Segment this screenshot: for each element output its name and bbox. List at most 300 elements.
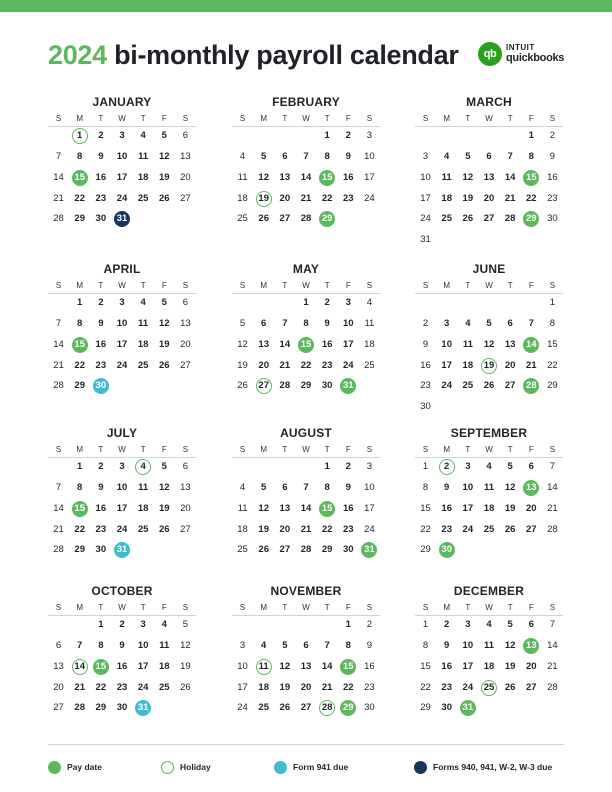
day-number: 20 (483, 192, 495, 204)
day-number: 21 (53, 359, 64, 371)
day-cell (111, 148, 132, 169)
month-june (415, 261, 563, 418)
day-number: 10 (441, 338, 452, 350)
day-cell (415, 356, 436, 377)
day-number: 8 (77, 318, 83, 330)
day-number: 25 (483, 523, 495, 535)
day-cell (500, 499, 521, 520)
day-number: 4 (486, 461, 492, 473)
day-number: 24 (116, 523, 128, 535)
day-number: 11 (256, 659, 272, 675)
day-cell (154, 499, 175, 520)
weekday-header: S (48, 279, 69, 294)
weekday-header: T (457, 279, 478, 294)
day-number: 14 (547, 482, 558, 494)
empty-cell (232, 127, 253, 148)
day-number: 8 (77, 151, 83, 163)
day-cell (478, 637, 499, 658)
day-number: 9 (98, 151, 104, 163)
day-number: 31 (361, 542, 377, 558)
day-number: 7 (549, 461, 556, 473)
day-cell (478, 148, 499, 169)
day-number: 16 (95, 502, 107, 514)
day-number: 17 (116, 171, 128, 183)
day-number: 7 (55, 318, 62, 330)
day-cell (500, 210, 521, 231)
day-number: 13 (180, 318, 191, 330)
day-number: 1 (324, 461, 330, 473)
day-number: 24 (462, 681, 474, 693)
day-cell (90, 335, 111, 356)
day-number: 22 (342, 681, 354, 693)
empty-cell (48, 616, 69, 637)
day-cell (500, 616, 521, 637)
day-number: 2 (119, 619, 125, 631)
month-april (48, 261, 196, 397)
day-cell (415, 168, 436, 189)
day-number: 19 (158, 338, 170, 350)
day-cell (69, 189, 90, 210)
day-cell (436, 315, 457, 336)
holiday-day (69, 127, 90, 148)
forms-all-swatch-icon (414, 761, 427, 774)
day-cell (111, 335, 132, 356)
day-number: 14 (321, 660, 333, 672)
day-number: 19 (504, 502, 516, 514)
day-number: 5 (261, 482, 267, 494)
day-cell (133, 479, 154, 500)
day-number: 29 (321, 544, 333, 556)
day-number: 23 (547, 192, 558, 204)
day-cell (436, 356, 457, 377)
month-day-grid (48, 279, 196, 397)
empty-cell (500, 127, 521, 148)
day-cell (338, 168, 359, 189)
day-cell (415, 335, 436, 356)
day-number: 30 (321, 380, 333, 392)
month-september (415, 425, 563, 561)
day-number: 4 (239, 482, 246, 494)
day-cell (154, 657, 175, 678)
day-number: 3 (119, 130, 125, 142)
day-cell (232, 335, 253, 356)
day-cell (274, 699, 295, 720)
empty-cell (415, 294, 436, 315)
day-cell (436, 637, 457, 658)
day-number: 8 (98, 640, 104, 652)
day-number: 1 (324, 130, 330, 142)
day-number: 3 (119, 461, 125, 473)
day-number: 15 (298, 337, 314, 353)
day-cell (542, 637, 563, 658)
day-cell (457, 678, 478, 699)
day-cell (295, 315, 316, 336)
day-number: 16 (95, 338, 107, 350)
form-941-due-day (133, 699, 154, 720)
day-number: 29 (420, 544, 431, 556)
day-number: 1 (77, 461, 83, 473)
holiday-day (69, 657, 90, 678)
day-number: 14 (523, 337, 539, 353)
day-number: 6 (528, 461, 534, 473)
day-cell (415, 657, 436, 678)
day-number: 9 (444, 482, 450, 494)
day-cell (90, 479, 111, 500)
day-cell (338, 294, 359, 315)
day-number: 4 (140, 130, 146, 142)
day-number: 13 (180, 151, 191, 163)
day-number: 4 (239, 151, 246, 163)
pay-date-day (338, 657, 359, 678)
weekday-header: T (457, 601, 478, 616)
day-cell (478, 377, 499, 398)
weekday-header: M (69, 443, 90, 458)
month-name: APRIL (103, 262, 141, 276)
empty-cell (232, 294, 253, 315)
day-number: 13 (180, 482, 191, 494)
day-cell (542, 520, 563, 541)
day-number: 31 (114, 542, 130, 558)
weekday-header: T (500, 601, 521, 616)
day-number: 12 (158, 318, 170, 330)
day-cell (415, 458, 436, 479)
day-number: 4 (161, 619, 167, 631)
day-number: 12 (483, 338, 495, 350)
day-number: 2 (444, 619, 450, 631)
day-cell (500, 637, 521, 658)
top-accent-bar (0, 0, 612, 12)
day-cell (359, 294, 380, 315)
day-cell (111, 616, 132, 637)
day-cell (111, 479, 132, 500)
day-cell (338, 479, 359, 500)
day-number: 19 (481, 358, 497, 374)
day-number: 2 (98, 461, 104, 473)
day-number: 4 (261, 640, 267, 652)
weekday-header: F (154, 279, 175, 294)
day-number: 11 (462, 338, 473, 350)
day-number: 3 (444, 318, 450, 330)
day-cell (232, 479, 253, 500)
month-name: FEBRUARY (272, 95, 340, 109)
day-cell (175, 148, 196, 169)
day-number: 21 (53, 523, 64, 535)
day-cell (457, 479, 478, 500)
day-number: 10 (116, 318, 128, 330)
weekday-header: W (111, 279, 132, 294)
day-cell (338, 541, 359, 562)
day-number: 23 (95, 523, 107, 535)
day-cell (457, 356, 478, 377)
day-number: 28 (53, 213, 64, 225)
day-number: 22 (321, 523, 333, 535)
day-number: 11 (483, 640, 494, 652)
day-number: 6 (182, 297, 189, 309)
day-cell (521, 315, 542, 336)
day-number: 29 (300, 380, 312, 392)
day-number: 8 (303, 318, 309, 330)
day-number: 13 (53, 660, 64, 672)
day-number: 16 (364, 660, 375, 672)
day-cell (317, 148, 338, 169)
day-number: 20 (180, 338, 191, 350)
day-cell (295, 168, 316, 189)
day-cell (500, 458, 521, 479)
day-cell (274, 335, 295, 356)
day-cell (253, 356, 274, 377)
pay-date-day (317, 168, 338, 189)
holiday-day (478, 356, 499, 377)
month-name: NOVEMBER (270, 584, 342, 598)
day-cell (274, 657, 295, 678)
day-number: 15 (319, 501, 335, 517)
day-number: 27 (53, 702, 64, 714)
empty-cell (48, 294, 69, 315)
day-cell (154, 616, 175, 637)
day-cell (295, 189, 316, 210)
day-number: 24 (364, 192, 375, 204)
day-number: 23 (321, 359, 333, 371)
empty-cell (478, 294, 499, 315)
day-number: 26 (483, 380, 495, 392)
day-number: 5 (239, 318, 246, 330)
pay-date-day (521, 210, 542, 231)
day-number: 22 (420, 681, 431, 693)
weekday-header: S (175, 279, 196, 294)
empty-cell (317, 616, 338, 637)
day-number: 6 (261, 318, 267, 330)
day-cell (478, 189, 499, 210)
day-number: 11 (138, 151, 149, 163)
day-number: 18 (137, 502, 149, 514)
day-cell (154, 335, 175, 356)
day-number: 20 (504, 359, 516, 371)
day-number: 20 (279, 192, 291, 204)
day-cell (500, 377, 521, 398)
empty-cell (500, 294, 521, 315)
day-cell (111, 315, 132, 336)
day-cell (359, 678, 380, 699)
weekday-header: F (338, 279, 359, 294)
month-february (232, 94, 380, 230)
day-cell (359, 520, 380, 541)
day-cell (295, 356, 316, 377)
day-number: 11 (441, 171, 452, 183)
day-cell (542, 479, 563, 500)
day-cell (69, 520, 90, 541)
day-number: 27 (525, 681, 537, 693)
day-number: 4 (486, 619, 492, 631)
day-number: 28 (300, 544, 312, 556)
day-cell (48, 335, 69, 356)
day-number: 8 (324, 151, 330, 163)
day-cell (457, 189, 478, 210)
day-cell (90, 127, 111, 148)
day-number: 10 (116, 151, 128, 163)
day-cell (457, 499, 478, 520)
day-number: 5 (161, 297, 167, 309)
day-number: 4 (366, 297, 373, 309)
day-number: 16 (321, 338, 333, 350)
day-cell (317, 458, 338, 479)
day-number: 7 (303, 151, 309, 163)
day-number: 8 (549, 318, 556, 330)
weekday-header: T (457, 443, 478, 458)
day-number: 17 (420, 192, 431, 204)
day-cell (295, 520, 316, 541)
day-cell (90, 189, 111, 210)
day-number: 5 (182, 619, 189, 631)
pay-date-day (436, 541, 457, 562)
day-number: 23 (342, 523, 354, 535)
day-number: 16 (420, 359, 431, 371)
day-cell (436, 168, 457, 189)
day-number: 14 (72, 659, 88, 675)
day-number: 22 (74, 523, 85, 535)
pay-date-swatch-icon (48, 761, 61, 774)
pay-date-day (295, 335, 316, 356)
day-cell (111, 127, 132, 148)
holiday-day (133, 458, 154, 479)
day-cell (359, 499, 380, 520)
day-cell (500, 335, 521, 356)
weekday-header: S (542, 443, 563, 458)
day-number: 29 (523, 211, 539, 227)
forms-due-day (111, 210, 132, 231)
day-number: 25 (158, 681, 170, 693)
day-cell (542, 356, 563, 377)
day-number: 23 (116, 681, 128, 693)
day-cell (317, 377, 338, 398)
day-number: 6 (182, 130, 189, 142)
form-941-swatch-icon (274, 761, 287, 774)
weekday-header: S (175, 112, 196, 127)
day-cell (500, 189, 521, 210)
day-number: 28 (279, 380, 291, 392)
day-cell (48, 637, 69, 658)
day-cell (274, 148, 295, 169)
weekday-header: S (415, 112, 436, 127)
day-cell (48, 499, 69, 520)
day-number: 19 (158, 502, 170, 514)
day-number: 10 (342, 318, 354, 330)
day-number: 25 (137, 192, 149, 204)
month-day-grid (415, 279, 563, 418)
day-cell (111, 168, 132, 189)
day-cell (415, 148, 436, 169)
day-number: 17 (237, 681, 248, 693)
day-number: 11 (138, 482, 149, 494)
day-number: 27 (504, 380, 516, 392)
month-day-grid (48, 601, 196, 719)
day-number: 13 (300, 660, 312, 672)
day-number: 18 (462, 359, 474, 371)
day-cell (500, 168, 521, 189)
day-number: 29 (340, 700, 356, 716)
day-cell (521, 520, 542, 541)
day-cell (48, 168, 69, 189)
holiday-day (253, 189, 274, 210)
day-cell (521, 127, 542, 148)
day-number: 1 (549, 297, 556, 309)
day-cell (274, 356, 295, 377)
day-number: 5 (507, 619, 513, 631)
day-number: 24 (342, 359, 354, 371)
day-number: 5 (161, 130, 167, 142)
day-number: 7 (549, 619, 556, 631)
day-number: 22 (74, 192, 85, 204)
weekday-header: S (415, 601, 436, 616)
weekday-header: T (317, 112, 338, 127)
month-october (48, 583, 196, 719)
month-name: DECEMBER (453, 584, 525, 598)
month-name: JANUARY (92, 95, 152, 109)
legend-label: Form 941 due (293, 762, 349, 772)
day-number: 26 (504, 681, 516, 693)
day-cell (175, 335, 196, 356)
day-cell (253, 479, 274, 500)
day-cell (232, 678, 253, 699)
day-cell (175, 616, 196, 637)
weekday-header: S (48, 443, 69, 458)
day-cell (436, 520, 457, 541)
day-number: 15 (93, 659, 109, 675)
day-cell (48, 479, 69, 500)
day-number: 11 (237, 171, 248, 183)
day-number: 21 (53, 192, 64, 204)
day-number: 7 (282, 318, 288, 330)
weekday-header: T (500, 279, 521, 294)
day-cell (457, 335, 478, 356)
empty-cell (457, 294, 478, 315)
pay-date-day (521, 637, 542, 658)
weekday-header: F (154, 601, 175, 616)
weekday-header: T (90, 601, 111, 616)
day-number: 18 (237, 192, 248, 204)
day-number: 5 (161, 461, 167, 473)
day-number: 2 (98, 130, 104, 142)
day-cell (317, 657, 338, 678)
day-cell (436, 699, 457, 720)
day-number: 16 (342, 502, 354, 514)
logo-quickbooks-text: quickbooks (506, 52, 565, 64)
day-cell (274, 168, 295, 189)
day-number: 5 (261, 151, 267, 163)
holiday-day (478, 678, 499, 699)
day-number: 22 (525, 192, 537, 204)
weekday-header: F (338, 443, 359, 458)
weekday-header: T (133, 443, 154, 458)
weekday-header: M (436, 601, 457, 616)
day-number: 12 (279, 660, 291, 672)
day-cell (175, 356, 196, 377)
day-cell (521, 499, 542, 520)
empty-cell (415, 127, 436, 148)
empty-cell (253, 616, 274, 637)
day-number: 11 (483, 482, 494, 494)
day-cell (542, 377, 563, 398)
day-cell (274, 315, 295, 336)
day-cell (457, 377, 478, 398)
day-cell (253, 315, 274, 336)
weekday-header: T (500, 112, 521, 127)
day-cell (274, 541, 295, 562)
day-cell (274, 678, 295, 699)
day-number: 3 (366, 461, 373, 473)
day-cell (415, 678, 436, 699)
day-cell (295, 699, 316, 720)
day-number: 29 (420, 702, 431, 714)
